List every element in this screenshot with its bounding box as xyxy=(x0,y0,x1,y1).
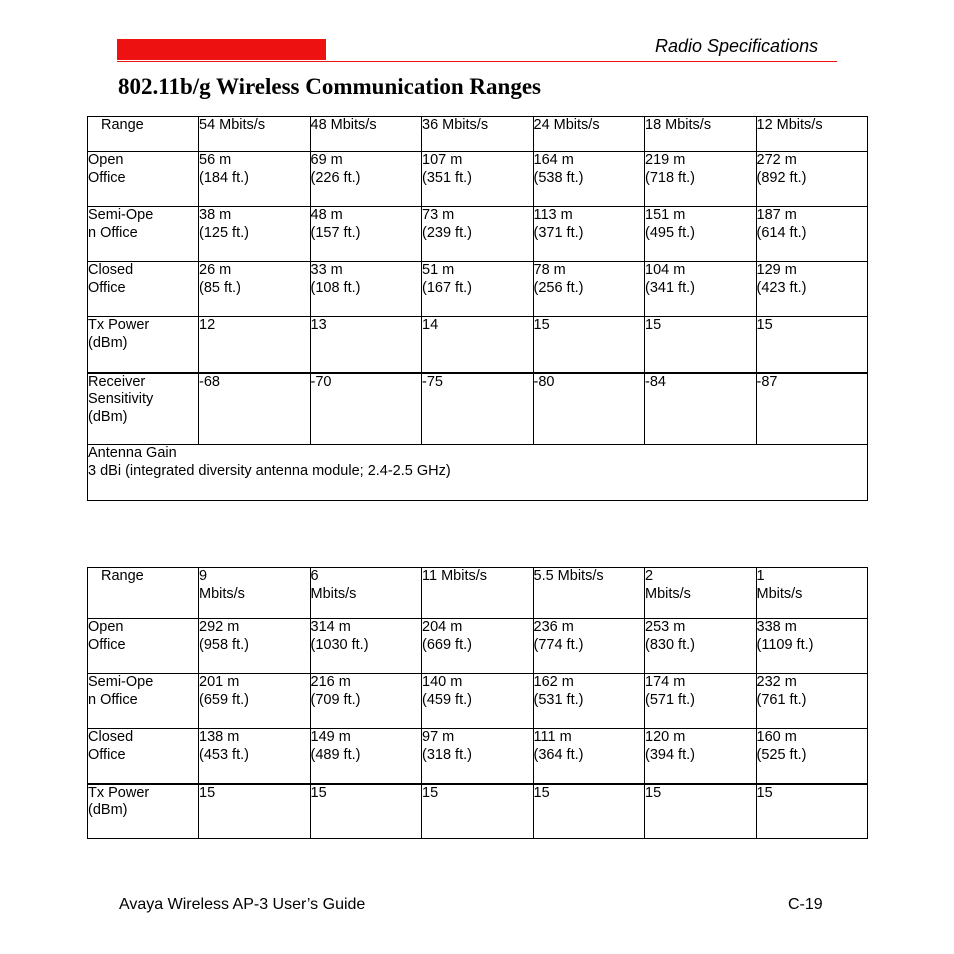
header-red-bar xyxy=(117,39,326,60)
row-label: Open Office xyxy=(88,619,199,674)
table-cell: 138 m (453 ft.) xyxy=(199,729,311,784)
table-cell: -84 xyxy=(645,373,757,445)
table-cell: 113 m (371 ft.) xyxy=(533,207,645,262)
row-label: Open Office xyxy=(88,152,199,207)
page-heading: 802.11b/g Wireless Communication Ranges xyxy=(118,74,541,99)
table-cell: 149 m (489 ft.) xyxy=(310,729,422,784)
table-cell: -75 xyxy=(422,373,534,445)
table-cell: 56 m (184 ft.) xyxy=(199,152,311,207)
table-row xyxy=(88,207,868,262)
row-label: Semi-Ope n Office xyxy=(88,674,199,729)
table-cell: 15 xyxy=(645,784,757,839)
table-row xyxy=(88,317,868,373)
table-cell: 15 xyxy=(199,784,311,839)
table-cell: 338 m (1109 ft.) xyxy=(756,619,868,674)
table-cell: 51 m (167 ft.) xyxy=(422,262,534,317)
table-cell: 104 m (341 ft.) xyxy=(645,262,757,317)
header-cell-rate: 48 Mbits/s xyxy=(310,117,422,152)
table-cell: 78 m (256 ft.) xyxy=(533,262,645,317)
header-cell-range: Range xyxy=(88,568,199,619)
table-cell: 38 m (125 ft.) xyxy=(199,207,311,262)
table-row xyxy=(88,674,868,729)
table-cell: 33 m (108 ft.) xyxy=(310,262,422,317)
table-cell: 15 xyxy=(422,784,534,839)
table-row xyxy=(88,729,868,784)
header-cell-rate: 1 Mbits/s xyxy=(756,568,868,619)
table-cell: 97 m (318 ft.) xyxy=(422,729,534,784)
table-cell: 107 m (351 ft.) xyxy=(422,152,534,207)
table-cell: 13 xyxy=(310,317,422,373)
table-cell: 73 m (239 ft.) xyxy=(422,207,534,262)
header-cell-rate: 12 Mbits/s xyxy=(756,117,868,152)
header-cell-rate: 24 Mbits/s xyxy=(533,117,645,152)
table-row xyxy=(88,784,868,839)
table-cell: 272 m (892 ft.) xyxy=(756,152,868,207)
table-cell: 236 m (774 ft.) xyxy=(533,619,645,674)
table-row xyxy=(88,152,868,207)
table-cell: 219 m (718 ft.) xyxy=(645,152,757,207)
table-row-sensitivity xyxy=(88,373,868,445)
table-cell: 12 xyxy=(199,317,311,373)
table-cell: 120 m (394 ft.) xyxy=(645,729,757,784)
table-cell: 204 m (669 ft.) xyxy=(422,619,534,674)
table-cell: 15 xyxy=(310,784,422,839)
table-cell: 15 xyxy=(756,317,868,373)
header-cell-range: Range xyxy=(88,117,199,152)
table-header-row xyxy=(88,117,868,152)
table-cell: 15 xyxy=(533,317,645,373)
table-cell: -80 xyxy=(533,373,645,445)
table-cell: 232 m (761 ft.) xyxy=(756,674,868,729)
row-label: Closed Office xyxy=(88,729,199,784)
table-cell: 69 m (226 ft.) xyxy=(310,152,422,207)
header-rule xyxy=(117,61,837,62)
antenna-gain-cell: Antenna Gain 3 dBi (integrated diversity antenna module; 2.4-2.5 GHz) xyxy=(88,445,868,501)
table-cell: 314 m (1030 ft.) xyxy=(310,619,422,674)
table-cell: 253 m (830 ft.) xyxy=(645,619,757,674)
table-cell: 162 m (531 ft.) xyxy=(533,674,645,729)
table-cell: 216 m (709 ft.) xyxy=(310,674,422,729)
section-title: Radio Specifications xyxy=(655,36,819,56)
table-cell: 174 m (571 ft.) xyxy=(645,674,757,729)
table-cell: 151 m (495 ft.) xyxy=(645,207,757,262)
header-cell-rate: 54 Mbits/s xyxy=(199,117,311,152)
table-row xyxy=(88,619,868,674)
header-cell-rate: 9 Mbits/s xyxy=(199,568,311,619)
table-cell: 201 m (659 ft.) xyxy=(199,674,311,729)
table-cell: 292 m (958 ft.) xyxy=(199,619,311,674)
table-cell: 14 xyxy=(422,317,534,373)
header-cell-rate: 6 Mbits/s xyxy=(310,568,422,619)
row-label: Closed Office xyxy=(88,262,199,317)
table-cell: 164 m (538 ft.) xyxy=(533,152,645,207)
table-cell: 15 xyxy=(756,784,868,839)
footer-guide-title: Avaya Wireless AP-3 User’s Guide xyxy=(119,896,366,913)
header-cell-rate: 18 Mbits/s xyxy=(645,117,757,152)
header-cell-rate: 11 Mbits/s xyxy=(422,568,534,619)
table-row xyxy=(88,262,868,317)
table-cell: 26 m (85 ft.) xyxy=(199,262,311,317)
table-cell: -68 xyxy=(199,373,311,445)
table-cell: 111 m (364 ft.) xyxy=(533,729,645,784)
table-cell: -70 xyxy=(310,373,422,445)
table-cell: 140 m (459 ft.) xyxy=(422,674,534,729)
table-cell: -87 xyxy=(756,373,868,445)
footer-page-number: C-19 xyxy=(788,896,823,913)
header-cell-rate: 5.5 Mbits/s xyxy=(533,568,645,619)
table-cell: 15 xyxy=(533,784,645,839)
row-label: Receiver Sensitivity (dBm) xyxy=(88,373,199,445)
range-table-high-rates xyxy=(87,116,868,501)
row-label: Tx Power (dBm) xyxy=(88,317,199,373)
table-row-antenna-gain xyxy=(88,445,868,501)
range-table-low-rates xyxy=(87,567,868,839)
table-cell: 187 m (614 ft.) xyxy=(756,207,868,262)
table-cell: 129 m (423 ft.) xyxy=(756,262,868,317)
table-cell: 15 xyxy=(645,317,757,373)
row-label: Semi-Ope n Office xyxy=(88,207,199,262)
header-cell-rate: 2 Mbits/s xyxy=(645,568,757,619)
row-label: Tx Power (dBm) xyxy=(88,784,199,839)
table-cell: 48 m (157 ft.) xyxy=(310,207,422,262)
table-cell: 160 m (525 ft.) xyxy=(756,729,868,784)
table-header-row xyxy=(88,568,868,619)
header-cell-rate: 36 Mbits/s xyxy=(422,117,534,152)
